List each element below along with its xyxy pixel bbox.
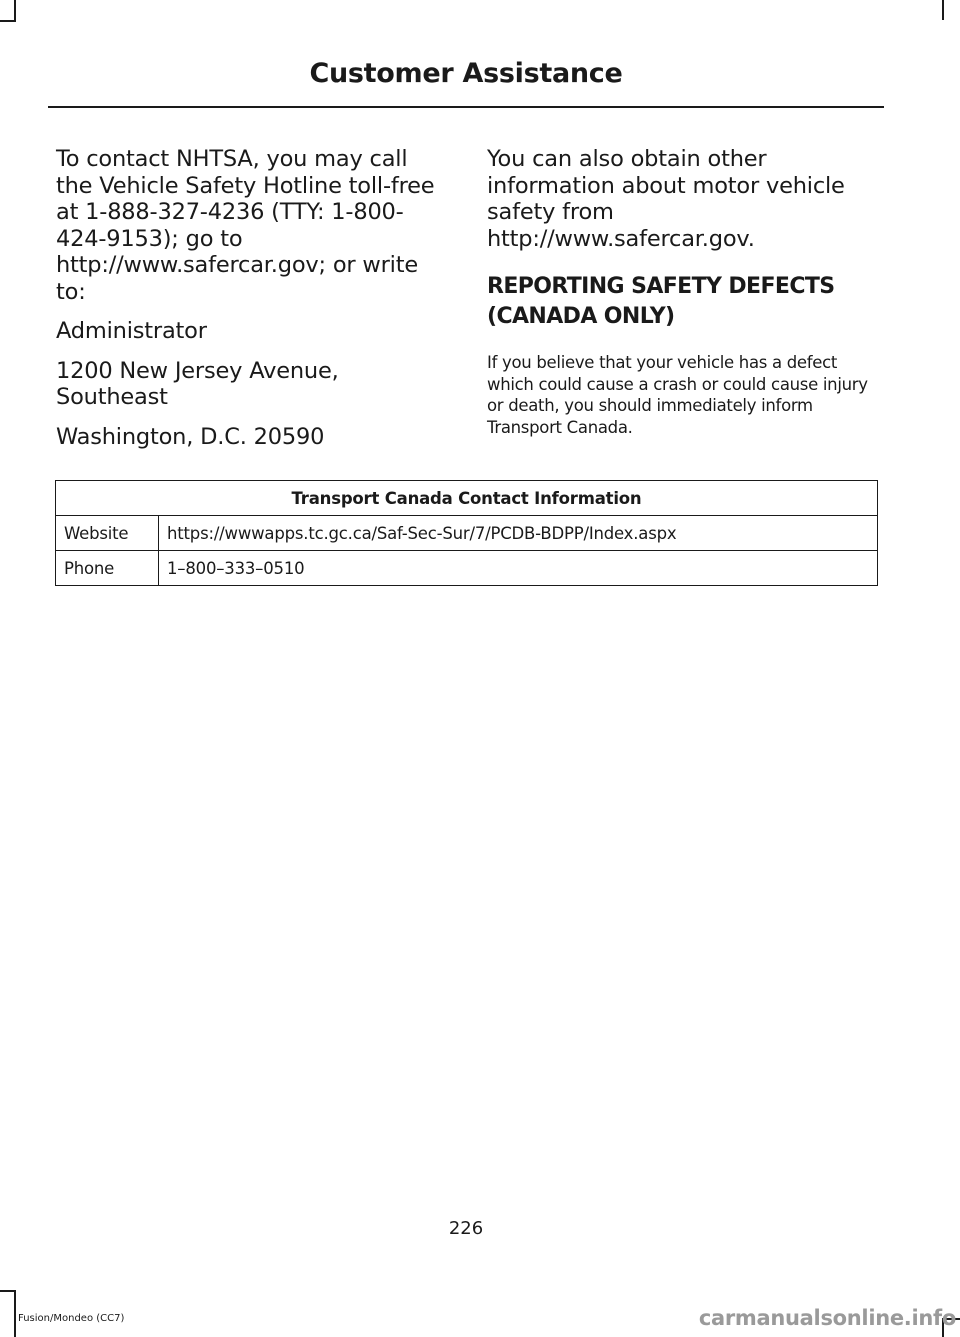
right-column: [487, 146, 879, 438]
address-line-city: Washington, D.C. 20590: [56, 423, 325, 450]
table-row: [56, 516, 878, 551]
phone-number: 1–800–333–0510: [159, 551, 878, 586]
left-column: [56, 146, 448, 463]
website-link[interactable]: https://wwwapps.tc.gc.ca/Saf-Sec-Sur/7/PCDB-BDPP/Index.aspx: [159, 516, 878, 551]
transport-canada-contact-table: [55, 480, 878, 586]
nhtsa-contact-paragraph: To contact NHTSA, you may call the Vehicle Safety Hotline toll-free at 1-888-327-4236 (TTY: 1-800-424-9153); go to http://www.safercar.gov; or write to:: [56, 146, 435, 305]
model-label: Fusion/Mondeo (CC7): [18, 1313, 125, 1324]
crop-mark-bottom-left-h: [0, 1290, 16, 1292]
watermark: carmanualsonline.info: [698, 1306, 956, 1330]
page-number: 226: [448, 1218, 484, 1239]
row-label-phone: Phone: [56, 551, 159, 586]
safercar-info-paragraph: You can also obtain other information about motor vehicle safety from http://www.safercar.gov.: [487, 146, 845, 252]
defect-report-paragraph: If you believe that your vehicle has a defect which could cause a crash or could cause injury or death, you should immediately inform Transport Canada.: [487, 353, 868, 437]
address-line-administrator: Administrator: [56, 318, 207, 344]
table-row: [56, 551, 878, 586]
section-heading: REPORTING SAFETY DEFECTS (CANADA ONLY): [487, 274, 835, 329]
crop-mark-top-right: [942, 0, 944, 20]
page-title: Customer Assistance: [309, 58, 623, 89]
crop-mark-bottom-left: [14, 1290, 16, 1337]
crop-mark-top-left-h: [0, 20, 16, 22]
address-line-street: 1200 New Jersey Avenue, Southeast: [56, 357, 339, 410]
row-label-website: Website: [56, 516, 159, 551]
header-divider: [48, 106, 884, 108]
table-title: Transport Canada Contact Information: [56, 481, 878, 516]
crop-mark-top-left: [14, 0, 16, 22]
